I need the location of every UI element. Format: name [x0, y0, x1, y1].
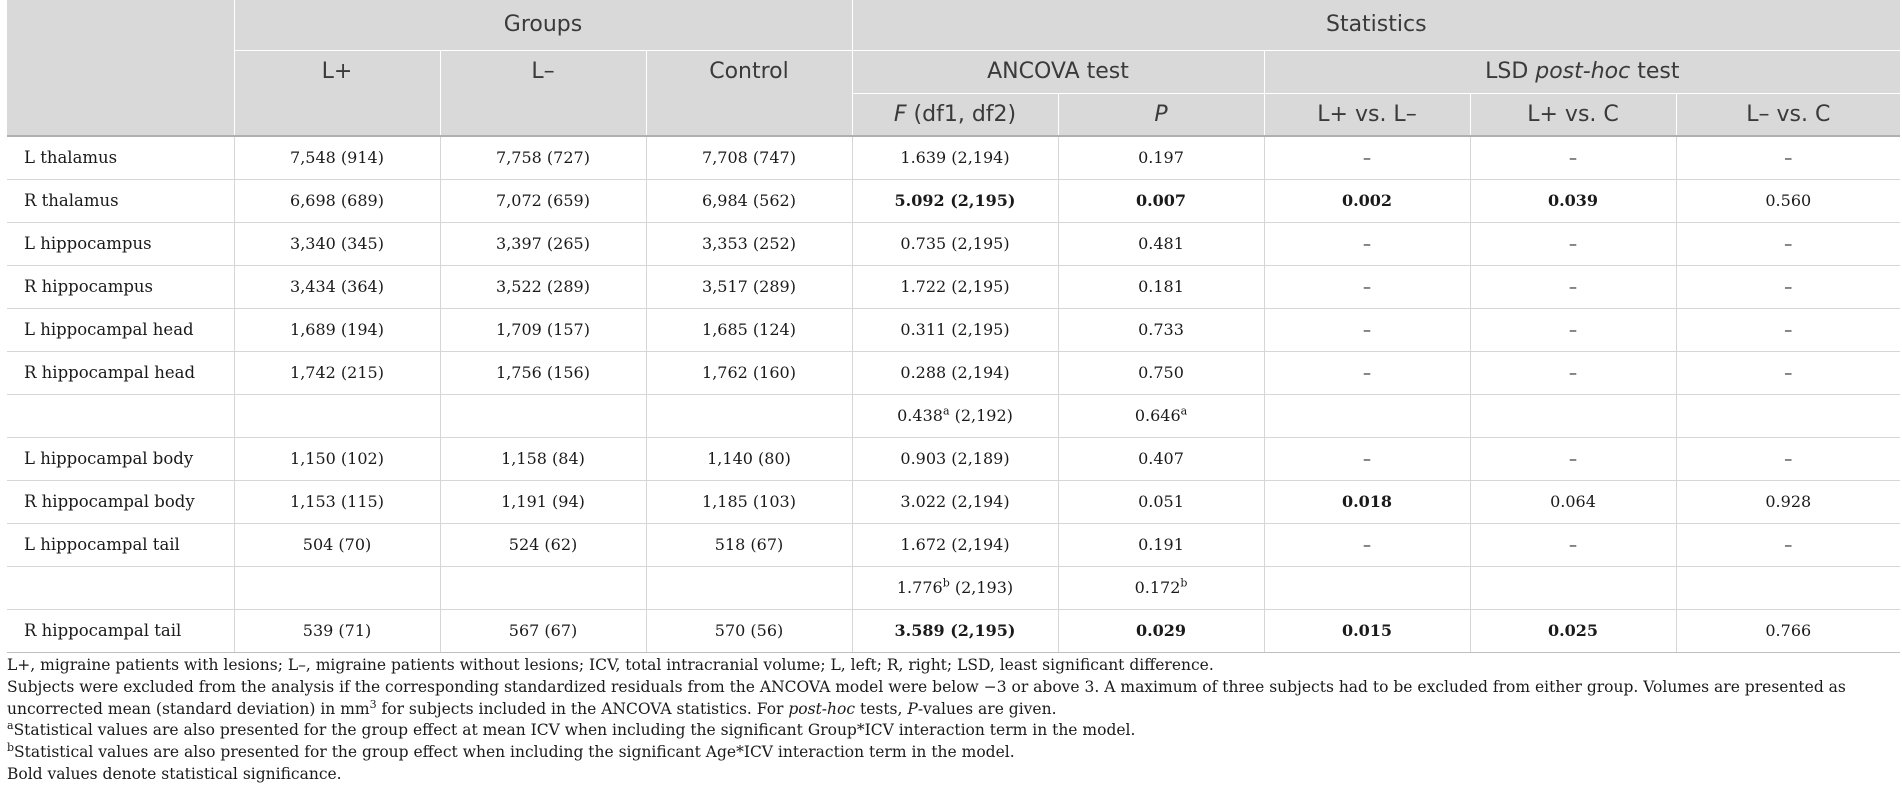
header-row-2 — [7, 50, 1900, 93]
cell-lplus: 3,340 (345) — [234, 222, 440, 265]
header-blank-cell — [646, 93, 852, 136]
cell-lplus-vs-lminus: – — [1264, 222, 1470, 265]
cell-p: 0.733 — [1058, 308, 1264, 351]
cell-lplus — [234, 566, 440, 609]
cell-f: 0.903 (2,189) — [852, 437, 1058, 480]
cell-lplus-vs-lminus: 0.002 — [1264, 179, 1470, 222]
cell-lplus-vs-c: – — [1470, 265, 1676, 308]
cell-p: 0.172$^b$ — [1058, 566, 1264, 609]
cell-lminus: 3,397 (265) — [440, 222, 646, 265]
cell-f: 3.589 (2,195) — [852, 609, 1058, 652]
row-label: R hippocampus — [7, 265, 234, 308]
table-row — [7, 222, 1900, 265]
cell-f: 0.288 (2,194) — [852, 351, 1058, 394]
cell-lminus — [440, 394, 646, 437]
table-row — [7, 609, 1900, 652]
row-label — [7, 394, 234, 437]
table-row — [7, 265, 1900, 308]
footnote-a: $^a$Statistical values are also presented for the group effect at mean ICV when including the significant Group*ICV interaction term in the model. — [7, 719, 1136, 740]
cell-lminus — [440, 566, 646, 609]
row-label: R hippocampal head — [7, 351, 234, 394]
cell-lplus-vs-c: 0.039 — [1470, 179, 1676, 222]
cell-lplus-vs-lminus — [1264, 566, 1470, 609]
cell-lplus: 539 (71) — [234, 609, 440, 652]
lsd-header: LSD post-hoc test — [1264, 50, 1900, 93]
cell-lplus-vs-c: – — [1470, 308, 1676, 351]
cell-p: 0.007 — [1058, 179, 1264, 222]
cell-lplus: 504 (70) — [234, 523, 440, 566]
cell-control: 1,762 (160) — [646, 351, 852, 394]
cell-lplus-vs-c: 0.064 — [1470, 480, 1676, 523]
cell-control: 1,185 (103) — [646, 480, 852, 523]
cell-lminus: 1,158 (84) — [440, 437, 646, 480]
cell-lplus: 6,698 (689) — [234, 179, 440, 222]
cell-lminus-vs-c: – — [1676, 437, 1900, 480]
row-label: R hippocampal body — [7, 480, 234, 523]
cell-lplus-vs-lminus: – — [1264, 437, 1470, 480]
cell-f: 0.735 (2,195) — [852, 222, 1058, 265]
cell-lplus-vs-lminus: 0.018 — [1264, 480, 1470, 523]
cell-lminus-vs-c: – — [1676, 222, 1900, 265]
cell-lplus-vs-lminus: – — [1264, 308, 1470, 351]
cell-f: 3.022 (2,194) — [852, 480, 1058, 523]
cell-lplus — [234, 394, 440, 437]
row-label: L hippocampal head — [7, 308, 234, 351]
table-row — [7, 179, 1900, 222]
table-row — [7, 480, 1900, 523]
cell-lplus-vs-lminus: – — [1264, 265, 1470, 308]
cell-control: 3,353 (252) — [646, 222, 852, 265]
table-row — [7, 136, 1900, 179]
cell-f: 0.438$^a$ (2,192) — [852, 394, 1058, 437]
cell-lminus-vs-c — [1676, 566, 1900, 609]
header-blank-cell — [440, 93, 646, 136]
cell-lminus: 7,758 (727) — [440, 136, 646, 179]
table-row-interaction-b — [7, 566, 1900, 609]
cell-lplus: 1,150 (102) — [234, 437, 440, 480]
cell-lplus-vs-c: – — [1470, 136, 1676, 179]
cell-lminus: 1,191 (94) — [440, 480, 646, 523]
cell-control: 518 (67) — [646, 523, 852, 566]
cell-lminus-vs-c: – — [1676, 351, 1900, 394]
header-blank-cell — [7, 0, 234, 50]
cell-lplus: 1,742 (215) — [234, 351, 440, 394]
cell-lplus-vs-lminus: – — [1264, 351, 1470, 394]
cell-lminus-vs-c: – — [1676, 523, 1900, 566]
col-header-p: P — [1058, 93, 1264, 136]
cell-lminus-vs-c: – — [1676, 308, 1900, 351]
cell-p: 0.481 — [1058, 222, 1264, 265]
statistics-header: Statistics — [852, 0, 1900, 50]
cell-p: 0.191 — [1058, 523, 1264, 566]
cell-lminus: 7,072 (659) — [440, 179, 646, 222]
col-header-lminus-vs-c: L– vs. C — [1676, 93, 1900, 136]
cell-lplus: 7,548 (914) — [234, 136, 440, 179]
cell-f: 1.776$^b$ (2,193) — [852, 566, 1058, 609]
cell-lminus: 3,522 (289) — [440, 265, 646, 308]
table-row — [7, 437, 1900, 480]
cell-p: 0.181 — [1058, 265, 1264, 308]
col-header-f: F (df1, df2) — [852, 93, 1058, 136]
cell-lminus: 1,709 (157) — [440, 308, 646, 351]
cell-f: 1.639 (2,194) — [852, 136, 1058, 179]
cell-lplus-vs-c: – — [1470, 351, 1676, 394]
volume-statistics-table — [7, 0, 1900, 653]
row-label — [7, 566, 234, 609]
groups-header: Groups — [234, 0, 852, 50]
header-blank-cell — [7, 50, 234, 93]
cell-lplus-vs-c — [1470, 394, 1676, 437]
header-blank-cell — [7, 93, 234, 136]
cell-control: 3,517 (289) — [646, 265, 852, 308]
cell-lminus: 1,756 (156) — [440, 351, 646, 394]
cell-lminus: 567 (67) — [440, 609, 646, 652]
cell-p: 0.750 — [1058, 351, 1264, 394]
cell-control — [646, 566, 852, 609]
cell-control: 570 (56) — [646, 609, 852, 652]
cell-lplus-vs-lminus: – — [1264, 523, 1470, 566]
col-header-control: Control — [646, 50, 852, 93]
table-footnotes — [7, 655, 1895, 786]
cell-lminus-vs-c: 0.928 — [1676, 480, 1900, 523]
row-label: L hippocampus — [7, 222, 234, 265]
table-row — [7, 351, 1900, 394]
cell-p: 0.051 — [1058, 480, 1264, 523]
col-header-lminus: L– — [440, 50, 646, 93]
col-header-lplus-vs-lminus: L+ vs. L– — [1264, 93, 1470, 136]
header-row-1 — [7, 0, 1900, 50]
cell-lplus-vs-c — [1470, 566, 1676, 609]
cell-control: 1,140 (80) — [646, 437, 852, 480]
cell-f: 0.311 (2,195) — [852, 308, 1058, 351]
cell-lminus-vs-c — [1676, 394, 1900, 437]
cell-lplus-vs-c: – — [1470, 523, 1676, 566]
cell-p: 0.407 — [1058, 437, 1264, 480]
cell-lplus: 3,434 (364) — [234, 265, 440, 308]
cell-control: 7,708 (747) — [646, 136, 852, 179]
table-row — [7, 308, 1900, 351]
cell-lminus-vs-c: 0.560 — [1676, 179, 1900, 222]
row-label: R hippocampal tail — [7, 609, 234, 652]
cell-lminus-vs-c: – — [1676, 265, 1900, 308]
col-header-lplus-vs-c: L+ vs. C — [1470, 93, 1676, 136]
cell-control: 1,685 (124) — [646, 308, 852, 351]
bold-values-note: Bold values denote statistical significance. — [7, 764, 342, 783]
cell-control: 6,984 (562) — [646, 179, 852, 222]
cell-p: 0.029 — [1058, 609, 1264, 652]
cell-lplus-vs-c: – — [1470, 437, 1676, 480]
cell-lplus: 1,689 (194) — [234, 308, 440, 351]
col-header-lplus: L+ — [234, 50, 440, 93]
cell-lplus-vs-lminus: 0.015 — [1264, 609, 1470, 652]
cell-lplus-vs-c: 0.025 — [1470, 609, 1676, 652]
table-row — [7, 523, 1900, 566]
row-label: L thalamus — [7, 136, 234, 179]
cell-p: 0.646$^a$ — [1058, 394, 1264, 437]
cell-lplus-vs-lminus — [1264, 394, 1470, 437]
cell-lplus-vs-c: – — [1470, 222, 1676, 265]
row-label: L hippocampal tail — [7, 523, 234, 566]
footnote-b: $^b$Statistical values are also presented for the group effect when including the significant Age*ICV interaction term in the model. — [7, 741, 1015, 762]
cell-lminus-vs-c: – — [1676, 136, 1900, 179]
cell-lminus: 524 (62) — [440, 523, 646, 566]
ancova-header: ANCOVA test — [852, 50, 1264, 93]
row-label: L hippocampal body — [7, 437, 234, 480]
header-blank-cell — [234, 93, 440, 136]
cell-lminus-vs-c: 0.766 — [1676, 609, 1900, 652]
cell-p: 0.197 — [1058, 136, 1264, 179]
row-label: R thalamus — [7, 179, 234, 222]
exclusion-note: Subjects were excluded from the analysis if the corresponding standardized residuals from the ANCOVA model were below −3 or above 3. A maximum of three subjects had to be excluded from either group. Volumes are presented as uncorrected mean (standard deviation) in $mm^3$ for subjects included in the ANCOVA statistics. For post-hoc tests, P-values are given. — [7, 677, 1846, 718]
cell-control — [646, 394, 852, 437]
cell-f: 1.722 (2,195) — [852, 265, 1058, 308]
cell-f: 5.092 (2,195) — [852, 179, 1058, 222]
header-row-3 — [7, 93, 1900, 136]
cell-lplus-vs-lminus: – — [1264, 136, 1470, 179]
abbreviations-note: L+, migraine patients with lesions; L–, migraine patients without lesions; ICV, total intracranial volume; L, left; R, right; LSD, least significant difference. — [7, 656, 1214, 674]
cell-lplus: 1,153 (115) — [234, 480, 440, 523]
cell-f: 1.672 (2,194) — [852, 523, 1058, 566]
table-row-interaction-a — [7, 394, 1900, 437]
